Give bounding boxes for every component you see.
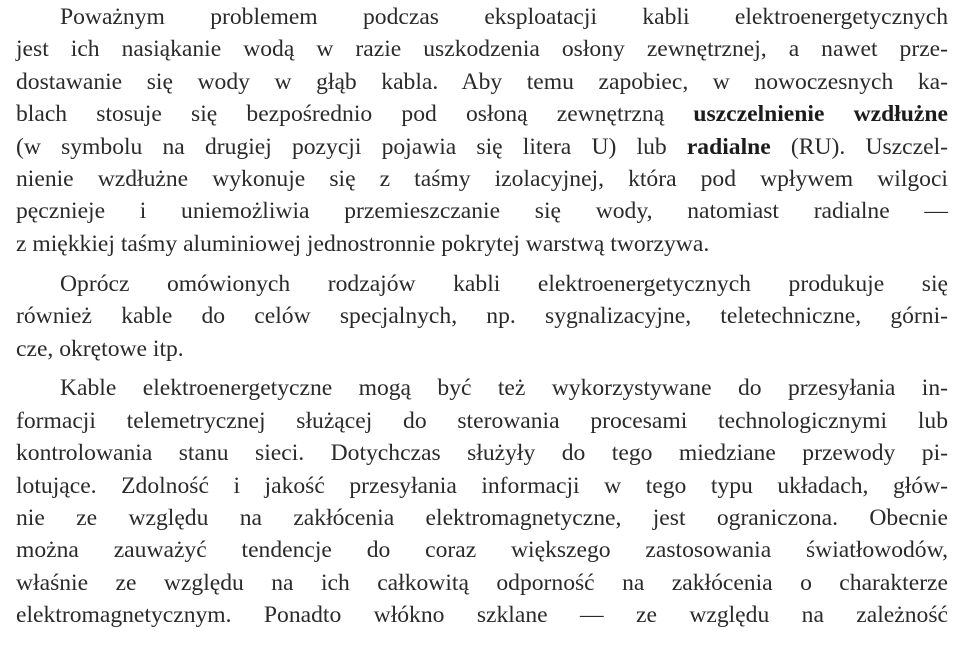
text-run: właśnie ze względu na ich całkowitą odporność na zakłócenia o charakterze [16, 569, 948, 596]
text-run: elektromagnetycznym. Ponadto włókno szklane — ze względu na zależność [16, 602, 948, 629]
text-run: nienie wzdłużne wykonuje się z taśmy izolacyjnej, która pod wpływem wilgoci [16, 166, 948, 192]
text-line [16, 66, 948, 98]
text-run: cze, okrętowe itp. [16, 335, 184, 362]
text-run: dostawanie się wody w głąb kabla. Aby temu zapobiec, w nowoczesnych ka- [16, 68, 948, 95]
text-line [16, 534, 948, 566]
text-run: (RU). Uszczel- [770, 133, 948, 160]
text-run: Poważnym problemem podczas eksploatacji kabli elektroenergetycznych [60, 4, 948, 30]
text-run: można zauważyć tendencje do coraz większego zastosowania światłowodów, [16, 537, 948, 564]
text-line [16, 131, 948, 163]
text-run: z miękkiej taśmy aluminiowej jednostronnie pokrytej warstwą tworzywa. [16, 230, 710, 257]
text-line [16, 228, 948, 260]
text-line [16, 405, 948, 437]
text-line [16, 567, 948, 599]
text-line [16, 195, 948, 227]
text-line [16, 470, 948, 502]
text-run: nie ze względu na zakłócenia elektromagnetyczne, jest ograniczona. Obecnie [16, 505, 948, 531]
text-run: lotujące. Zdolność i jakość przesyłania informacji w tego typu układach, głów- [16, 472, 948, 499]
text-line [16, 599, 948, 631]
text-line [16, 300, 948, 332]
text-run: pęcznieje i uniemożliwia przemieszczanie się wody, natomiast radialne — [16, 198, 948, 225]
text-run: również kable do celów specjalnych, np. sygnalizacyjne, teletechniczne, górni- [16, 303, 948, 330]
text-run: (w symbolu na drugiej pozycji pojawia się litera U) lub [16, 133, 687, 160]
text-line [16, 163, 948, 195]
text-line [16, 333, 948, 365]
text-run: Oprócz omówionych rodzajów kabli elektroenergetycznych produkuje się [60, 270, 948, 297]
text-run: formacji telemetrycznej służącej do sterowania procesami technologicznymi lub [16, 407, 948, 434]
text-run: kontrolowania stanu sieci. Dotychczas służyły do tego miedziane przewody pi- [16, 440, 948, 467]
text-line [16, 33, 948, 65]
text-line [16, 372, 948, 404]
text-line [16, 502, 948, 534]
text-run: Kable elektroenergetyczne mogą być też wykorzystywane do przesyłania in- [60, 375, 948, 402]
text-line [16, 437, 948, 469]
text-run: blach stosuje się bezpośrednio pod osłoną zewnętrzną [16, 101, 694, 128]
text-line [16, 98, 948, 130]
text-line [16, 268, 948, 300]
text-line [16, 1, 948, 33]
text-run: jest ich nasiąkanie wodą w razie uszkodzenia osłony zewnętrznej, a nawet prze- [16, 36, 948, 63]
bold-term: uszczelnienie wzdłużne [693, 101, 948, 128]
bold-term: radialne [686, 133, 771, 160]
